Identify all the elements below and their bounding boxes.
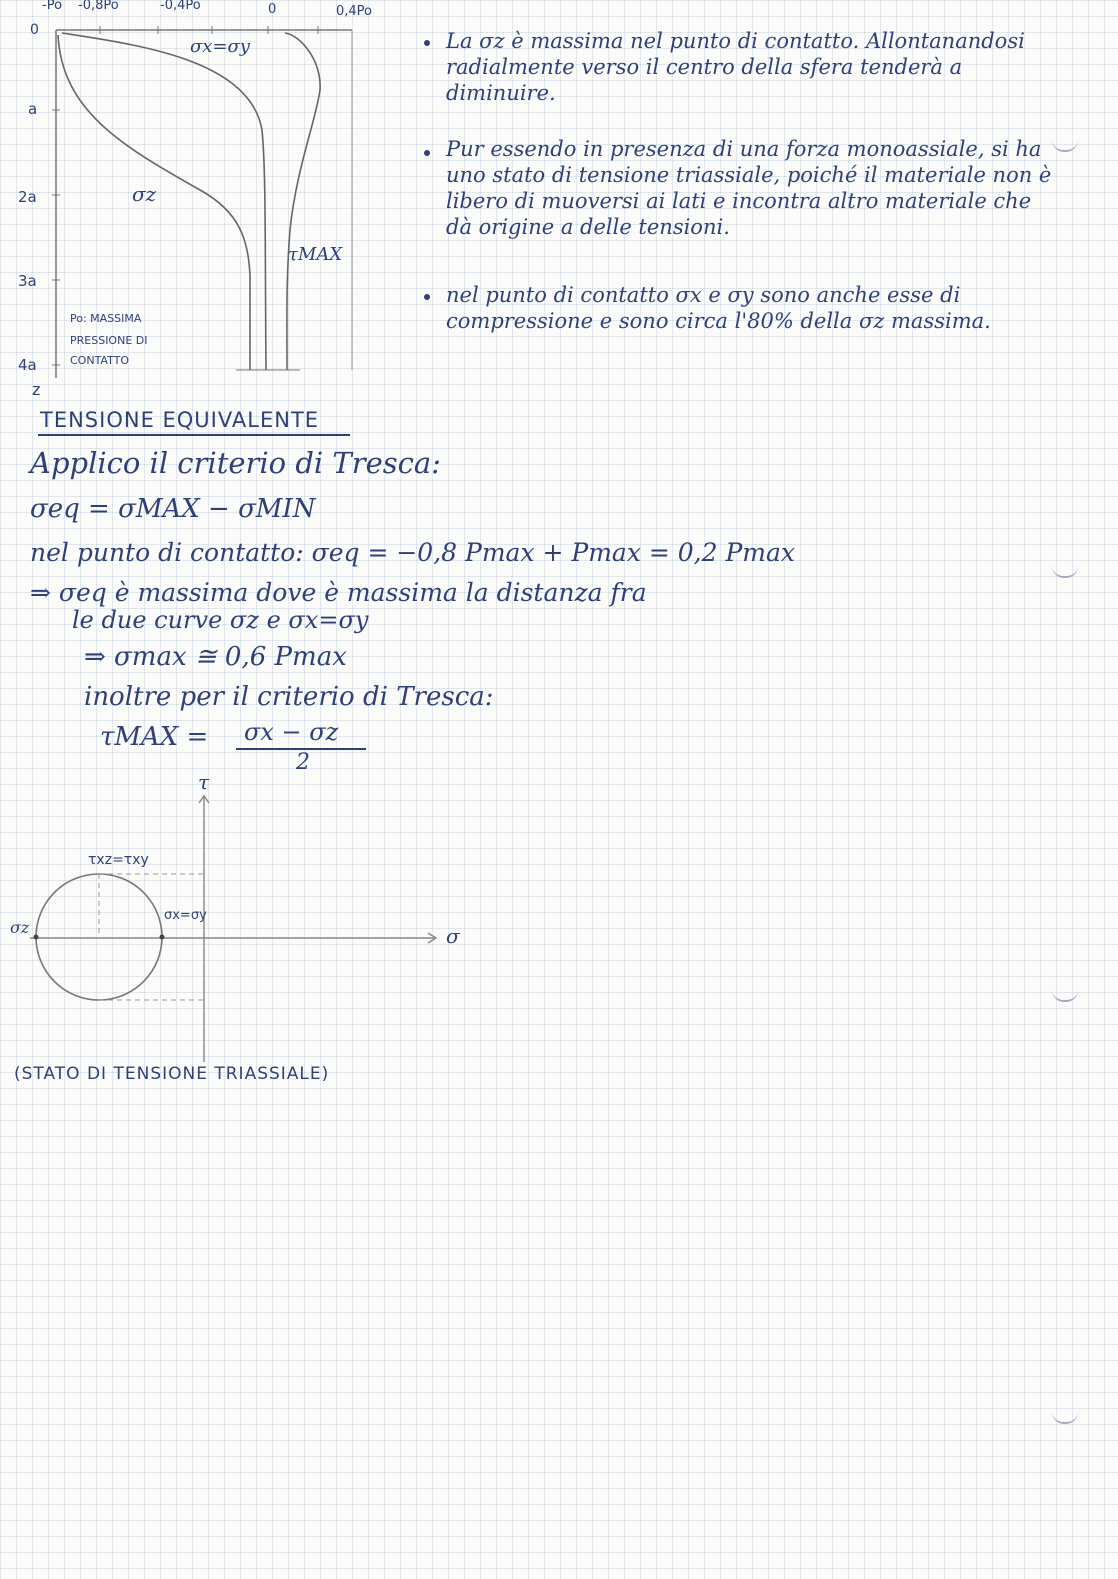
mohr-left-label: σz xyxy=(10,918,30,937)
curve-label-sx: σx=σy xyxy=(190,36,250,57)
curve-label-tmax: τMAX xyxy=(288,244,343,265)
axis-top-label-4: 0 xyxy=(268,2,277,17)
axis-z-label: z xyxy=(32,380,41,399)
axis-top-label-3: -0,4Po xyxy=(160,0,201,13)
bullet-text-1: La σz è massima nel punto di contatto. Allontanandosi radialmente verso il centro della sfera tenderà a diminuire. xyxy=(446,29,1025,105)
axis-left-label-1: a xyxy=(28,100,38,118)
axis-top-label-2: -0,8Po xyxy=(78,0,119,13)
axis-left-label-4: 4a xyxy=(18,356,37,374)
line-max-a: ⇒ σeq è massima dove è massima la distanza fra xyxy=(30,578,647,607)
tmax-denominator: 2 xyxy=(296,750,310,775)
section-title: TENSIONE EQUIVALENTE xyxy=(40,408,320,432)
axis-left-label-3: 3a xyxy=(18,272,37,290)
mohr-right-label: σx=σy xyxy=(164,908,207,923)
graph-note-1: Po: MASSIMA xyxy=(70,312,142,325)
axis-top-label-5: 0,4Po xyxy=(336,4,373,19)
tmax-lhs: τMAX = xyxy=(100,722,209,752)
axis-left-label-0: 0 xyxy=(30,22,39,38)
curve-label-sz: σz xyxy=(132,182,157,206)
graph-note-3: CONTATTO xyxy=(70,354,130,367)
graph-note-2: PRESSIONE DI xyxy=(70,334,148,347)
line-tresca: inoltre per il criterio di Tresca: xyxy=(84,682,494,712)
line-seq-def: σeq = σMAX − σMIN xyxy=(30,494,316,524)
axis-left-label-2: 2a xyxy=(18,188,37,206)
mohr-sigma-axis-label: σ xyxy=(446,924,460,948)
footer-note: (STATO DI TENSIONE TRIASSIALE) xyxy=(14,1064,330,1084)
bullet-text-3: nel punto di contatto σx e σy sono anche esse di compressione e sono circa l'80% della σz massima. xyxy=(446,283,991,333)
line-criterion: Applico il criterio di Tresca: xyxy=(30,446,441,480)
mohr-top-label: τxz=τxy xyxy=(88,852,149,868)
line-contact-point: nel punto di contatto: σeq = −0,8 Pmax + Pmax = 0,2 Pmax xyxy=(30,538,795,567)
line-max-b: le due curve σz e σx=σy xyxy=(72,606,369,634)
axis-top-label-1: -Po xyxy=(42,0,63,13)
tmax-numerator: σx − σz xyxy=(244,718,339,746)
line-smax: ⇒ σmax ≅ 0,6 Pmax xyxy=(84,642,347,672)
mohr-tau-axis-label: τ xyxy=(198,770,210,794)
bullet-text-2: Pur essendo in presenza di una forza monoassiale, si ha uno stato di tensione triassiale, poiché il materiale non è libero di muoversi ai lati e incontra altro materiale che dà origine a delle tensioni. xyxy=(446,137,1052,239)
